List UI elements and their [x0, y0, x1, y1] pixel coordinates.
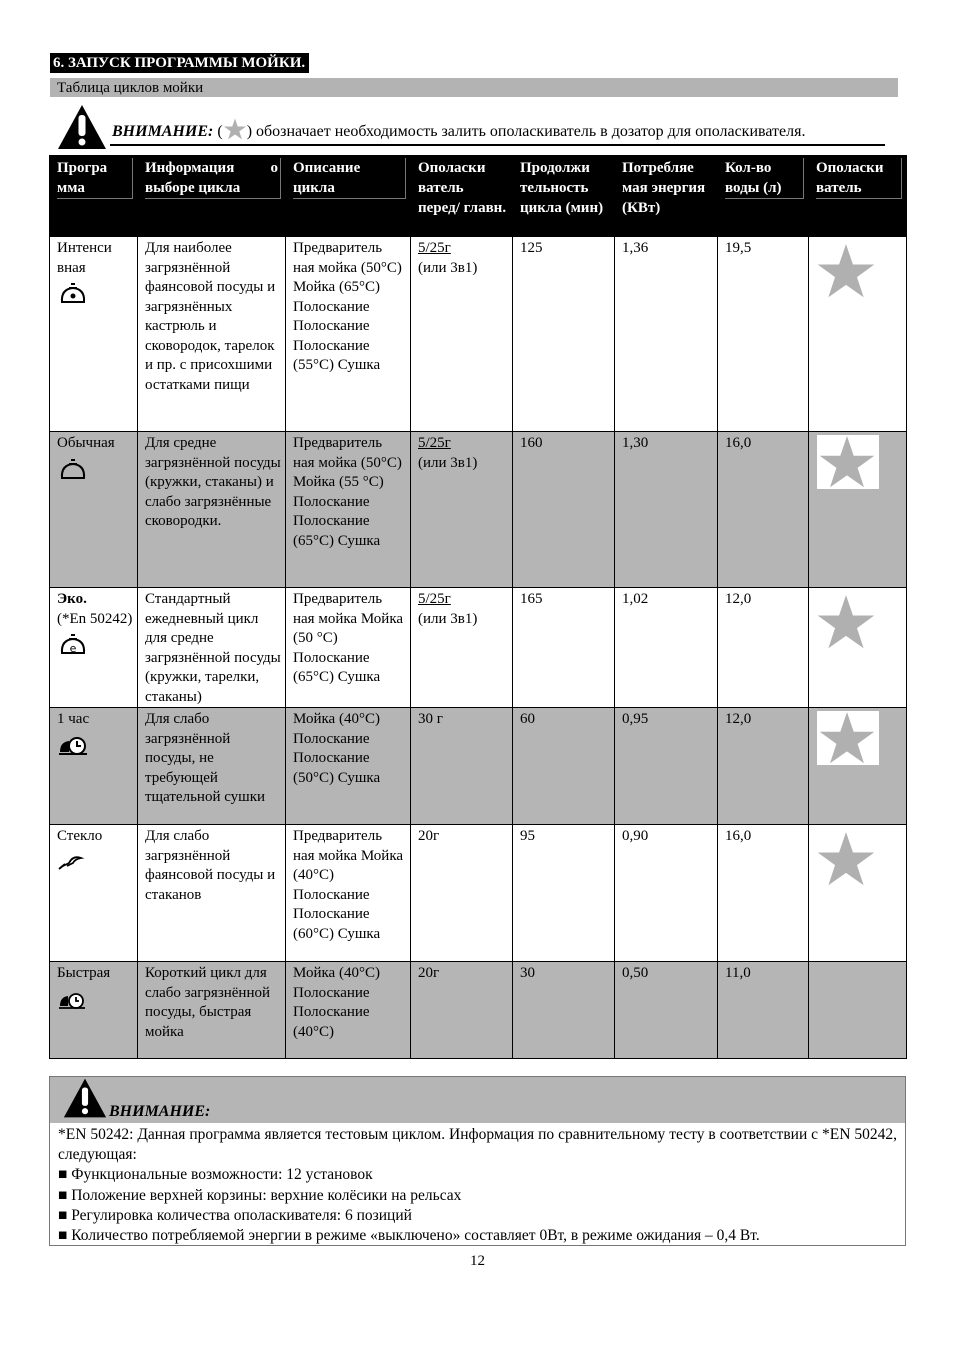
program-cell: Обычная: [50, 432, 138, 588]
water-cell: 12,0: [718, 708, 809, 825]
duration-cell: 165: [513, 588, 615, 708]
table-row: [50, 588, 907, 708]
energy-cell: 1,36: [615, 237, 718, 432]
table-row: [50, 962, 907, 1059]
header-info: Информация о выборе цикла: [138, 156, 286, 237]
program-cell: Быстрая: [50, 962, 138, 1059]
info-cell: Стандартный ежедневный цикл для средне загрязнённой посуды (кружки, тарелки, стаканы): [138, 588, 286, 708]
header-rinse-aid: Ополаски ватель: [809, 156, 907, 237]
warning-label: ВНИМАНИЕ:: [112, 123, 214, 140]
header-duration: Продолжи тельность цикла (мин): [513, 156, 615, 237]
program-cell: 1 час: [50, 708, 138, 825]
description-cell: Предваритель ная мойка (50°C) Мойка (65°C) Полоскание Полоскание Полоскание (55°C) Сушка: [286, 237, 411, 432]
header-description: Описание цикла: [286, 156, 411, 237]
program-cell: Эко. (*En 50242) e: [50, 588, 138, 708]
warning-text: ВНИМАНИЕ: ( ) обозначает необходимость залить ополаскиватель в дозатор для ополаскивателя.: [112, 118, 805, 141]
description-cell: Предваритель ная мойка Мойка (40°C) Полоскание Полоскание (60°C) Сушка: [286, 825, 411, 962]
normal-icon: [57, 456, 89, 482]
duration-cell: 60: [513, 708, 615, 825]
warning-row: [55, 104, 905, 154]
rinse-aid-star-icon: [816, 594, 876, 650]
description-cell: Мойка (40°C) Полоскание Полоскание (50°C) Сушка: [286, 708, 411, 825]
rinse-aid-star-icon: [817, 435, 877, 489]
info-cell: Для слабо загрязнённой фаянсовой посуды и стаканов: [138, 825, 286, 962]
header-water: Кол-во воды (л): [718, 156, 809, 237]
section-title: 6. ЗАПУСК ПРОГРАММЫ МОЙКИ.: [50, 53, 309, 73]
warning-icon: [57, 104, 107, 150]
cycles-table: [49, 155, 907, 1059]
rinse-aid-star-icon: [817, 711, 877, 765]
rinse-aid-star-icon: [816, 243, 876, 299]
note-box: [49, 1076, 906, 1246]
note-intro: *EN 50242: Данная программа является тестовым циклом. Информация по сравнительному тесту в соответствии с *EN 50242, следующая:: [58, 1126, 897, 1164]
energy-cell: 1,30: [615, 432, 718, 588]
rinse-aid-cell: [809, 237, 907, 432]
duration-cell: 30: [513, 962, 615, 1059]
info-cell: Короткий цикл для слабо загрязнённой посуды, быстрая мойка: [138, 962, 286, 1059]
info-cell: Для средне загрязнённой посуды (кружки, стаканы) и слабо загрязнённые сковородки.: [138, 432, 286, 588]
detergent-cell: 5/25г (или 3в1): [411, 237, 513, 432]
water-cell: 19,5: [718, 237, 809, 432]
svg-text:e: e: [69, 642, 77, 655]
list-item: ■ Количество потребляемой энергии в режиме «выключено» составляет 0Вт, в режиме ожидания – 0,4 Вт.: [58, 1227, 760, 1245]
description-cell: Мойка (40°C) Полоскание Полоскание (40°C): [286, 962, 411, 1059]
detergent-cell: 30 г: [411, 708, 513, 825]
detergent-cell: 20г: [411, 825, 513, 962]
program-cell: Интенси вная: [50, 237, 138, 432]
header-energy: Потребляе мая энергия (КВт): [615, 156, 718, 237]
duration-cell: 160: [513, 432, 615, 588]
table-header-row: [50, 156, 907, 237]
list-item: ■ Регулировка количества ополаскивателя: 6 позиций: [58, 1206, 412, 1224]
info-cell: Для слабо загрязнённой посуды, не требующей тщательной сушки: [138, 708, 286, 825]
table-subtitle: Таблица циклов мойки: [50, 78, 898, 97]
one-hour-icon: [57, 732, 89, 758]
description-cell: Предваритель ная мойка (50°C) Мойка (55 °C) Полоскание Полоскание (65°C) Сушка: [286, 432, 411, 588]
rinse-aid-cell: [809, 825, 907, 962]
energy-cell: 0,95: [615, 708, 718, 825]
detergent-cell: 5/25г (или 3в1): [411, 432, 513, 588]
energy-cell: 1,02: [615, 588, 718, 708]
list-item: ■ Положение верхней корзины: верхние колёсики на рельсах: [58, 1186, 462, 1204]
rinse-aid-star-icon: [223, 118, 247, 140]
info-cell: Для наиболее загрязнённой фаянсовой посуды и загрязнённых кастрюль и сковородок, тарелок и пр. с присохшими остатками пищи: [138, 237, 286, 432]
rapid-icon: [57, 986, 89, 1012]
warning-icon: [63, 1077, 107, 1119]
water-cell: 16,0: [718, 825, 809, 962]
rinse-aid-cell: [809, 962, 907, 1059]
detergent-cell: 5/25г (или 3в1): [411, 588, 513, 708]
header-program: Програ мма: [50, 156, 138, 237]
table-row: [50, 708, 907, 825]
intensive-icon: [57, 280, 89, 306]
duration-cell: 125: [513, 237, 615, 432]
divider: [110, 144, 885, 146]
water-cell: 11,0: [718, 962, 809, 1059]
rinse-aid-cell: [809, 708, 907, 825]
table-row: [50, 825, 907, 962]
duration-cell: 95: [513, 825, 615, 962]
detergent-cell: 20г: [411, 962, 513, 1059]
list-item: ■ Функциональные возможности: 12 установок: [58, 1166, 373, 1184]
page-number: 12: [470, 1253, 485, 1269]
water-cell: 16,0: [718, 432, 809, 588]
program-cell: Стекло: [50, 825, 138, 962]
rinse-aid-star-icon: [816, 831, 876, 887]
table-row: [50, 432, 907, 588]
water-cell: 12,0: [718, 588, 809, 708]
header-detergent: Ополаски ватель перед/ главн.: [411, 156, 513, 237]
table-row: [50, 237, 907, 432]
eco-icon: [57, 631, 89, 657]
energy-cell: 0,50: [615, 962, 718, 1059]
rinse-aid-cell: [809, 588, 907, 708]
energy-cell: 0,90: [615, 825, 718, 962]
rinse-aid-cell: [809, 432, 907, 588]
note-header: [50, 1077, 905, 1123]
glass-icon: [57, 849, 89, 875]
note-body: [50, 1123, 905, 1246]
description-cell: Предваритель ная мойка Мойка (50 °C) Полоскание (65°C) Сушка: [286, 588, 411, 708]
note-title: ВНИМАНИЕ:: [109, 1103, 211, 1120]
